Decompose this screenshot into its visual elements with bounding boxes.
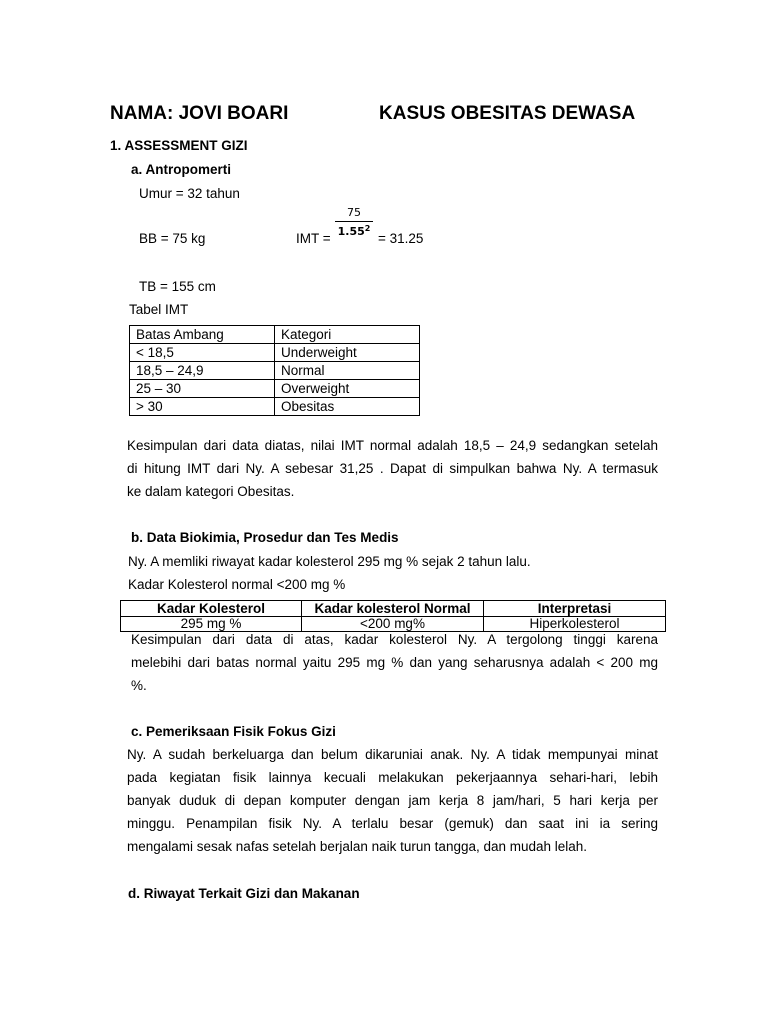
paragraph-line: ke dalam kategori Obesitas. [127, 484, 295, 499]
table-cell: 295 mg % [121, 617, 302, 632]
paragraph-line: Ny. A sudah berkeluarga dan belum dikaruniai anak. Ny. A tidak mempunyai minat [127, 747, 658, 762]
paragraph-line: mengalami sesak nafas setelah berjalan naik turun tangga, dan mudah lelah. [127, 839, 588, 854]
subheading-antropometri: a. Antropomerti [131, 162, 232, 177]
imt-fraction [334, 206, 374, 238]
imt-table-caption: Tabel IMT [129, 302, 189, 317]
subheading-biokimia: b. Data Biokimia, Prosedur dan Tes Medis [131, 530, 399, 545]
imt-label: IMT = [296, 231, 331, 246]
table-cell: Hiperkolesterol [484, 617, 666, 632]
paragraph-line: Kesimpulan dari data diatas, nilai IMT normal adalah 18,5 – 24,9 sedangkan setelah [127, 438, 658, 453]
table-row [130, 344, 420, 362]
cholesterol-history: Ny. A memliki riwayat kadar kolesterol 295 mg % sejak 2 tahun lalu. [128, 554, 531, 569]
age-value: Umur = 32 tahun [139, 186, 240, 201]
table-row [130, 398, 420, 416]
table-cell: < 18,5 [130, 344, 275, 362]
table-cell: Normal [275, 362, 420, 380]
table-header-cell: Kadar Kolesterol [121, 601, 302, 617]
paragraph-line: banyak duduk di depan komputer dengan jam kerja 8 jam/hari, 5 hari kerja per [127, 793, 658, 808]
subheading-pemeriksaan-fisik: c. Pemeriksaan Fisik Fokus Gizi [131, 724, 336, 739]
table-cell: Overweight [275, 380, 420, 398]
table-cell: Obesitas [275, 398, 420, 416]
weight-value: BB = 75 kg [139, 231, 206, 246]
table-header-row [130, 326, 420, 344]
subheading-riwayat-gizi: d. Riwayat Terkait Gizi dan Makanan [128, 886, 360, 901]
imt-numerator: 75 [347, 206, 361, 219]
cholesterol-normal: Kadar Kolesterol normal <200 mg % [128, 577, 346, 592]
table-header-row [121, 601, 666, 617]
height-value: TB = 155 cm [139, 279, 216, 294]
section-heading-assessment: 1. ASSESSMENT GIZI [110, 138, 248, 153]
cholesterol-conclusion [131, 628, 658, 697]
paragraph-line: melebihi dari batas normal yaitu 295 mg % dan yang seharusnya adalah < 200 mg [131, 655, 658, 670]
table-cell: 25 – 30 [130, 380, 275, 398]
paragraph-line: di hitung IMT dari Ny. A sebesar 31,25 . Dapat di simpulkan bahwa Ny. A termasuk [127, 461, 658, 476]
imt-denominator-wrap [334, 222, 374, 238]
table-cell: 18,5 – 24,9 [130, 362, 275, 380]
imt-conclusion [127, 434, 658, 503]
imt-exponent: 2 [364, 224, 371, 233]
imt-result: = 31.25 [378, 231, 424, 246]
imt-table [129, 325, 420, 416]
table-row [130, 380, 420, 398]
paragraph-line: minggu. Penampilan fisik Ny. A terlalu besar (gemuk) dan saat ini ia sering [127, 816, 658, 831]
table-header-cell: Kadar kolesterol Normal [302, 601, 484, 617]
table-header-cell: Interpretasi [484, 601, 666, 617]
table-cell: <200 mg% [302, 617, 484, 632]
table-header-cell: Batas Ambang [130, 326, 275, 344]
physical-exam-paragraph [127, 743, 658, 858]
table-header-cell: Kategori [275, 326, 420, 344]
case-title: KASUS OBESITAS DEWASA [379, 103, 636, 124]
paragraph-line: pada kegiatan fisik lainnya kecuali melakukan pekerjaannya sehari-hari, lebih [127, 770, 658, 785]
student-name: NAMA: JOVI BOARI [110, 103, 289, 124]
table-cell: > 30 [130, 398, 275, 416]
paragraph-line: %. [131, 678, 147, 693]
paragraph-line: Kesimpulan dari data di atas, kadar kolesterol Ny. A tergolong tinggi karena [131, 632, 658, 647]
imt-denominator: 1.55 [337, 225, 365, 238]
table-row [130, 362, 420, 380]
table-cell: Underweight [275, 344, 420, 362]
